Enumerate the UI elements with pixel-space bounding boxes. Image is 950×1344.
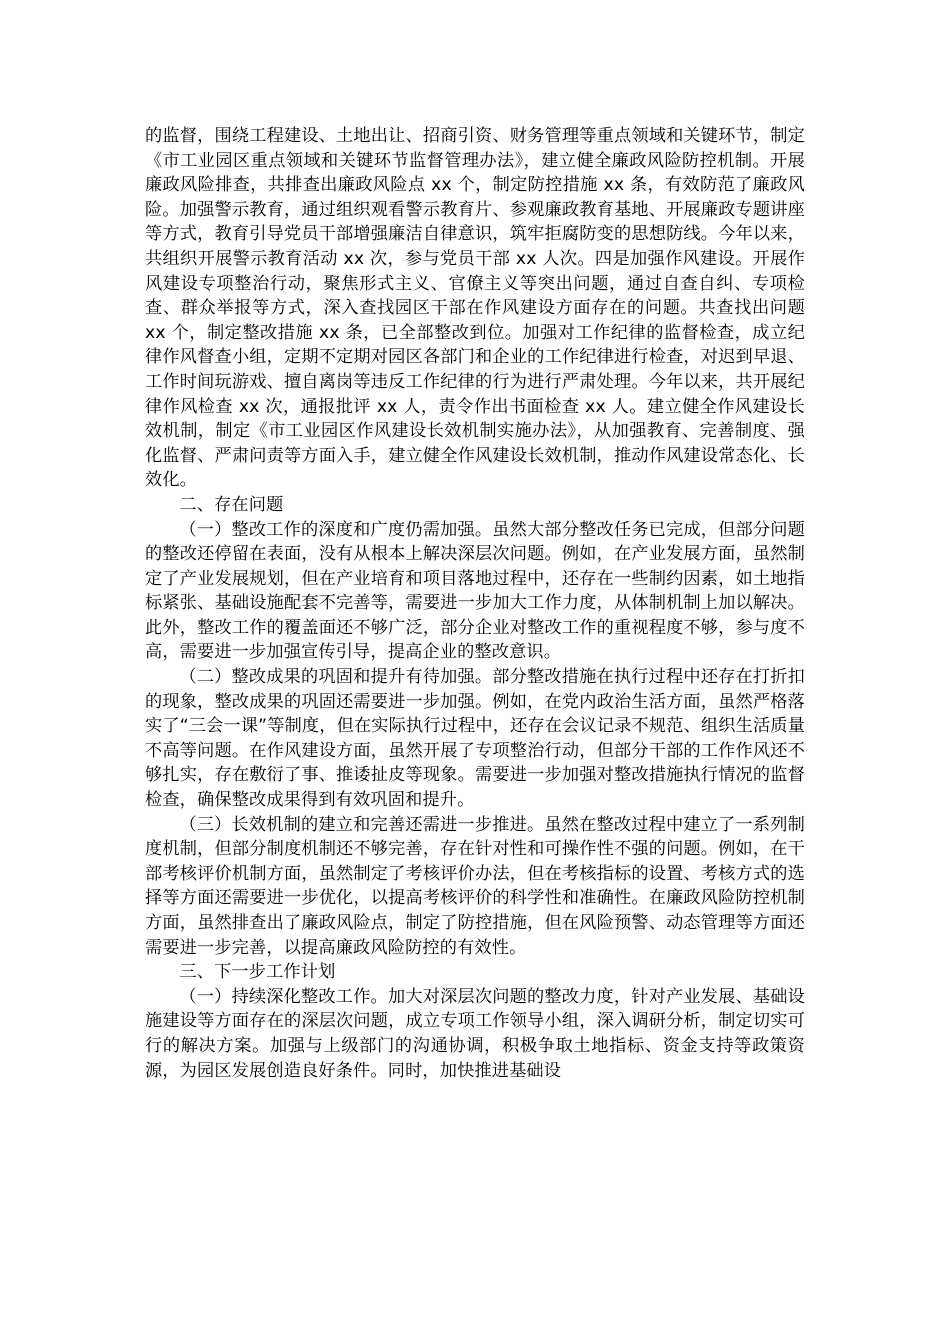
body-paragraph-problem-3: （三）长效机制的建立和完善还需进一步推进。虽然在整改过程中建立了一系列制度机制，但部分制度机制还不够完善，存在针对性和可操作性不强的问题。例如，在干部考核评价机制方面，虽然制定了考核评价办法，但在考核指标的设置、考核方式的选择等方面还需要进一步优化，以提高考核评价的科学性和准确性。在廉政风险防控机制方面，虽然排查出了廉政风险点，制定了防控措施，但在风险预警、动态管理等方面还需要进一步完善，以提高廉政风险防控的有效性。 bbox=[145, 814, 805, 958]
body-paragraph-problem-2: （二）整改成果的巩固和提升有待加强。部分整改措施在执行过程中还存在打折扣的现象，整改成果的巩固还需要进一步加强。例如，在党内政治生活方面，虽然严格落实了“三会一课”等制度，但在实际执行过程中，还存在会议记录不规范、组织生活质量不高等问题。在作风建设方面，虽然开展了专项整治行动，但部分干部的工作作风还不够扎实，存在敷衍了事、推诿扯皮等现象。需要进一步加强对整改措施执行情况的监督检查，确保整改成果得到有效巩固和提升。 bbox=[145, 667, 805, 811]
section-heading-next-steps: 三、下一步工作计划 bbox=[179, 962, 336, 983]
body-paragraph-problem-1: （一）整改工作的深度和广度仍需加强。虽然大部分整改任务已完成，但部分问题的整改还停留在表面，没有从根本上解决深层次问题。例如，在产业发展方面，虽然制定了产业发展规划，但在产业培育和项目落地过程中，还存在一些制约因素，如土地指标紧张、基础设施配套不完善等，需要进一步加大工作力度，从体制机制上加以解决。此外，整改工作的覆盖面还不够广泛，部分企业对整改工作的重视程度不够，参与度不高，需要进一步加强宣传引导，提高企业的整改意识。 bbox=[145, 519, 805, 663]
section-heading-existing-problems: 二、存在问题 bbox=[179, 494, 284, 515]
body-paragraph-continued: 的监督，围绕工程建设、土地出让、招商引资、财务管理等重点领域和关键环节，制定《市工业园区重点领域和关键环节监督管理办法》，建立健全廉政风险防控机制。开展廉政风险排查，共排查出廉政风险点 xx 个，制定防控措施 xx 条，有效防范了廉政风险。加强警示教育，通过组织观看警示教育片、参观廉政教育基地、开展廉政专题讲座等方式，教育引导党员干部增强廉洁自律意识，筑牢拒腐防变的思想防线。今年以来，共组织开展警示教育活动 xx 次，参与党员干部 xx 人次。四是加强作风建设。开展作风建设专项整治行动，聚焦形式主义、官僚主义等突出问题，通过自查自纠、专项检查、群众举报等方式，深入查找园区干部在作风建设方面存在的问题。共查找出问题 xx 个，制定整改措施 xx 条，已全部整改到位。加强对工作纪律的监督检查，成立纪律作风督查小组，定期不定期对园区各部门和企业的工作纪律进行检查，对迟到早退、工作时间玩游戏、擅自离岗等违反工作纪律的行为进行严肃处理。今年以来，共开展纪律作风检查 xx 次，通报批评 xx 人，责令作出书面检查 xx 人。建立健全作风建设长效机制，制定《市工业园区作风建设长效机制实施办法》，从加强教育、完善制度、强化监督、严肃问责等方面入手，建立健全作风建设长效机制，推动作风建设常态化、长效化。 bbox=[145, 126, 805, 491]
document-page bbox=[145, 124, 805, 1083]
body-paragraph-plan-1: （一）持续深化整改工作。加大对深层次问题的整改力度，针对产业发展、基础设施建设等方面存在的深层次问题，成立专项工作领导小组，深入调研分析，制定切实可行的解决方案。加强与上级部门的沟通协调，积极争取土地指标、资金支持等政策资源，为园区发展创造良好条件。同时，加快推进基础设 bbox=[145, 986, 805, 1081]
